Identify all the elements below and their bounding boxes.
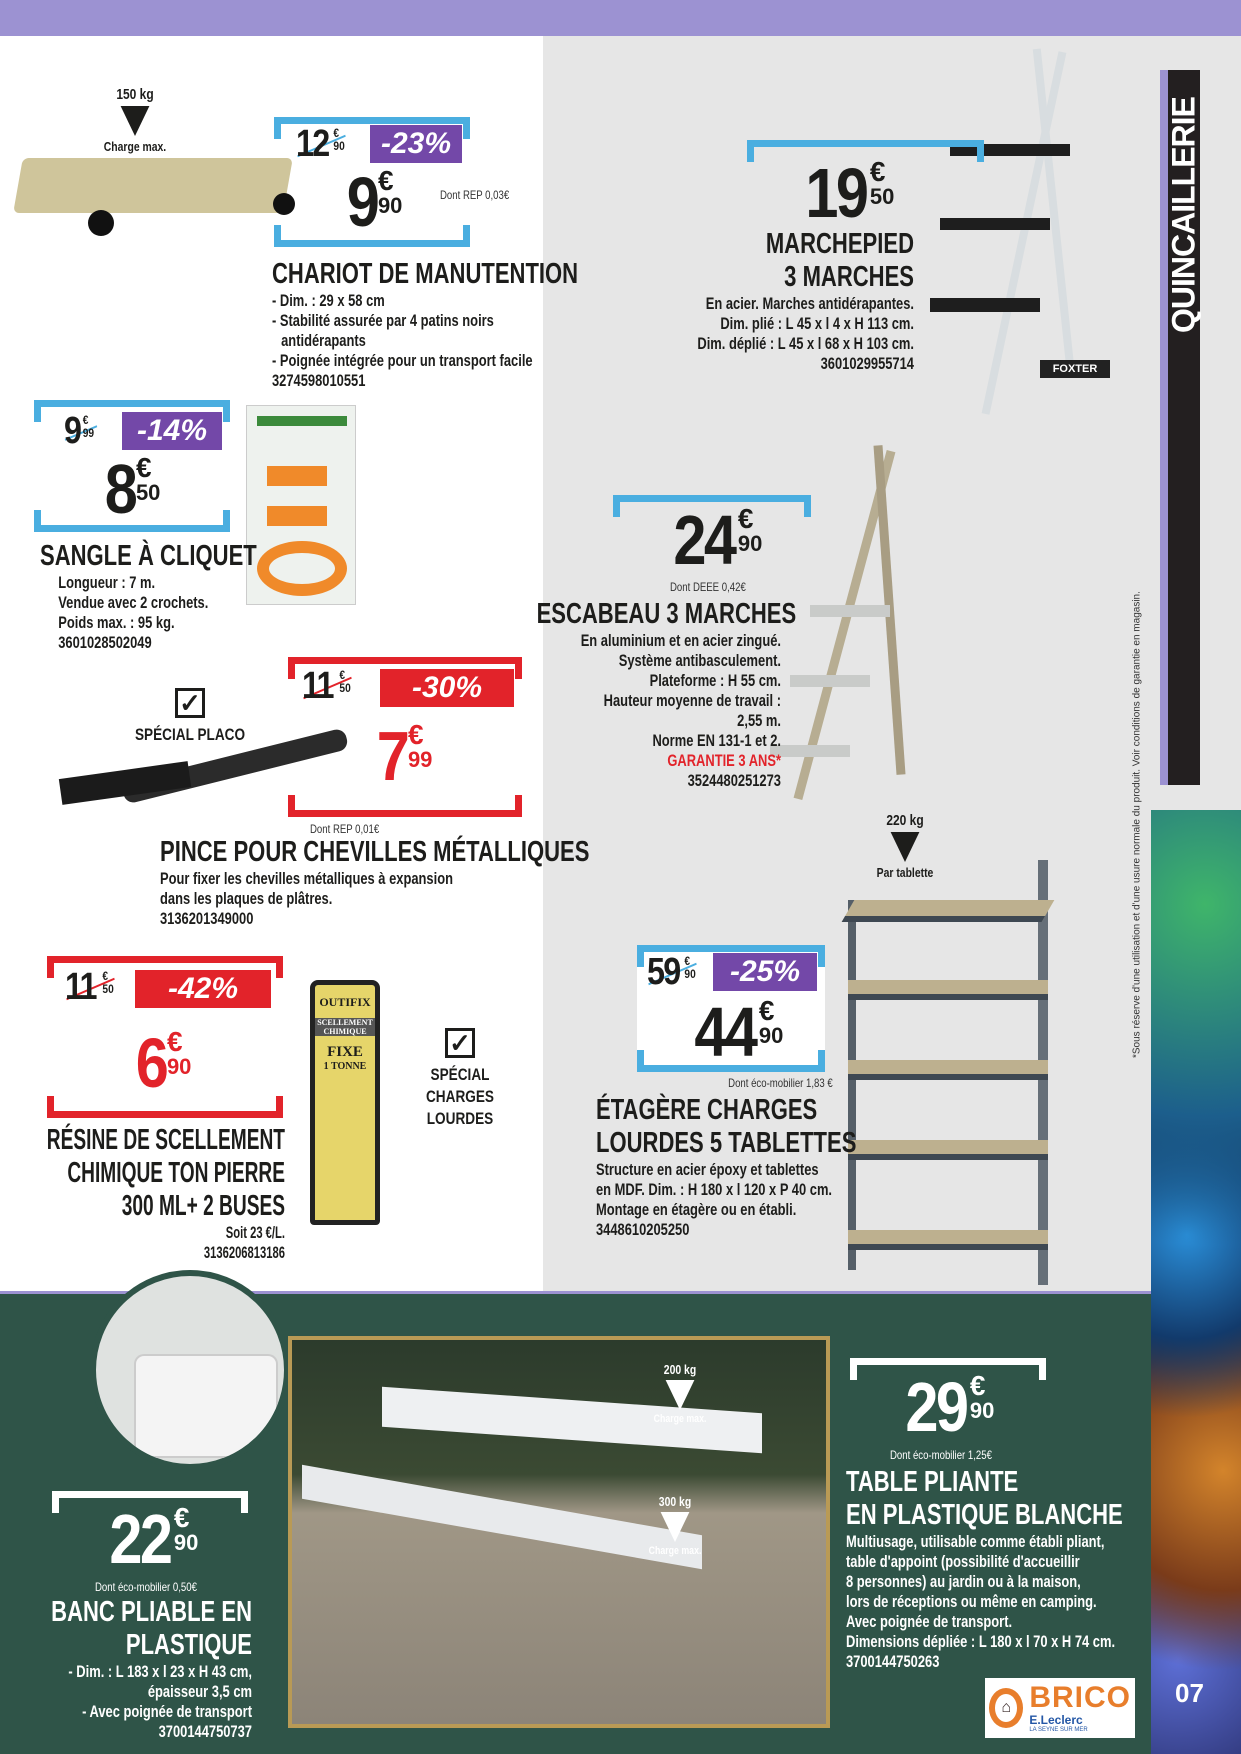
- product-title: 3 MARCHES: [784, 261, 914, 293]
- desc-line: Hauteur moyenne de travail :: [603, 691, 781, 710]
- discount-badge: -25%: [713, 953, 817, 991]
- page-number: 07: [1175, 1678, 1204, 1708]
- chariot-image: [18, 148, 288, 238]
- chariot-price-box: [274, 117, 470, 247]
- brico-leclerc-logo: [985, 1678, 1135, 1738]
- discount-badge: -42%: [135, 970, 271, 1008]
- resine-text: [8, 1124, 285, 1263]
- product-title: PLASTIQUE: [125, 1629, 252, 1661]
- desc-line: Poids max. : 95 kg.: [58, 613, 175, 632]
- pack-text: CHIMIQUE: [315, 1027, 375, 1036]
- old-price: 59 € 90: [647, 951, 696, 993]
- ean: 3601028502049: [58, 633, 152, 652]
- down-triangle-icon: [891, 832, 920, 862]
- escabeau-eco: Dont DEEE 0,42€: [670, 580, 746, 594]
- etagere-text: [596, 1094, 900, 1240]
- desc-line: Dim. plié : L 45 x l 4 x H 113 cm.: [720, 314, 914, 333]
- ean: 3700144750263: [846, 1652, 940, 1671]
- ean: 3136206813186: [203, 1243, 285, 1262]
- marchepied-text: [595, 228, 914, 374]
- ean: 3448610205250: [596, 1220, 690, 1239]
- banc-load: [639, 1494, 711, 1557]
- desc-line: Dim. déplié : L 45 x l 68 x H 103 cm.: [697, 334, 914, 353]
- old-price-cents: 90: [333, 139, 345, 153]
- pack-text: 1 TONNE: [323, 1061, 367, 1072]
- old-price: 9 € 99: [64, 410, 80, 453]
- load-label: Par tablette: [876, 865, 934, 880]
- pack-text: OUTIFIX: [319, 995, 371, 1009]
- desc-line: dans les plaques de plâtres.: [160, 889, 333, 908]
- table-load: [644, 1362, 716, 1425]
- desc-line: Système antibasculement.: [618, 651, 781, 670]
- desc-line: Montage en étagère ou en établi.: [596, 1200, 797, 1219]
- old-price: 12 € 90: [296, 123, 345, 165]
- table-text: [846, 1466, 1180, 1672]
- pince-eco: Dont REP 0,01€: [310, 822, 380, 836]
- desc-line: Norme EN 131-1 et 2.: [652, 731, 781, 750]
- desc-line: Longueur : 7 m.: [58, 573, 156, 592]
- desc-line: table d'appoint (possibilité d'accueillir: [846, 1552, 1080, 1571]
- desc-line: En acier. Marches antidérapantes.: [705, 294, 914, 313]
- old-price-cents: 50: [339, 681, 351, 695]
- sale-price: 6 € 90: [135, 1024, 192, 1102]
- desc-line: Soit 23 €/L.: [225, 1223, 285, 1242]
- old-price: 11 € 50: [65, 966, 114, 1008]
- pack-text: FIXE: [327, 1044, 363, 1060]
- product-title: RÉSINE DE SCELLEMENT: [46, 1124, 286, 1156]
- product-title: EN PLASTIQUE BLANCHE: [846, 1499, 1123, 1531]
- chariot-load: [99, 86, 171, 154]
- desc-line: Dimensions dépliée : L 180 x l 70 x H 74 cm.: [846, 1632, 1116, 1651]
- desc-line: Multiusage, utilisable comme établi pliant,: [846, 1532, 1105, 1551]
- old-price-int: 11: [65, 966, 96, 1008]
- discount-badge: -30%: [380, 669, 514, 707]
- old-price: 11 € 50: [302, 665, 351, 707]
- pince-price-box: [288, 657, 522, 817]
- load-label: Charge max.: [648, 1545, 702, 1557]
- desc-line: antidérapants: [281, 331, 366, 350]
- old-price-int: 9: [64, 410, 81, 452]
- load-value: 300 kg: [658, 1494, 692, 1509]
- desc-line: lors de réceptions ou même en camping.: [846, 1592, 1097, 1611]
- desc-line: Pour fixer les chevilles métalliques à expansion: [160, 869, 453, 888]
- marchepied-image: [900, 48, 1120, 418]
- product-title: BANC PLIABLE EN: [51, 1596, 252, 1628]
- product-title: SANGLE À CLIQUET: [40, 540, 257, 572]
- checkbox-icon: ✓: [445, 1028, 475, 1058]
- desc-line: - Dim. : 29 x 58 cm: [272, 291, 385, 310]
- product-title: MARCHEPIED: [765, 228, 914, 260]
- sale-price: 7 € 99: [376, 717, 433, 795]
- house-icon: ⌂: [989, 1688, 1023, 1728]
- chariot-eco: Dont REP 0,03€: [440, 188, 510, 202]
- product-title: ESCABEAU 3 MARCHES: [536, 598, 797, 630]
- desc-line: 8 personnes) au jardin ou à la maison,: [846, 1572, 1081, 1591]
- desc-line: épaisseur 3,5 cm: [147, 1682, 252, 1701]
- escabeau-text: [477, 598, 797, 791]
- product-title: CHARIOT DE MANUTENTION: [272, 258, 579, 290]
- load-label: Charge max.: [103, 139, 167, 154]
- table-eco: Dont éco-mobilier 1,25€: [890, 1448, 992, 1462]
- load-label: Charge max.: [653, 1413, 707, 1425]
- down-triangle-icon: [661, 1512, 690, 1542]
- table-bench-photo: [288, 1336, 830, 1728]
- logo-city: LA SEYNE SUR MER: [1029, 1727, 1088, 1733]
- checkbox-icon: ✓: [175, 688, 205, 718]
- old-price-int: 59: [647, 951, 680, 993]
- desc-line: - Dim. : L 183 x l 23 x H 43 cm,: [68, 1662, 252, 1681]
- load-value: 150 kg: [116, 86, 154, 103]
- foxter-logo: FOXTER: [1040, 360, 1110, 378]
- desc-line: Structure en acier époxy et tablettes: [596, 1160, 819, 1179]
- badge-label: CHARGES LOURDES: [425, 1087, 494, 1128]
- badge-label: SPÉCIAL: [430, 1065, 490, 1084]
- resine-cartridge-image: [310, 980, 380, 1225]
- ean: 3136201349000: [160, 909, 254, 928]
- etagere-eco: Dont éco-mobilier 1,83 €: [728, 1076, 833, 1090]
- sangle-text: [40, 540, 314, 653]
- product-title: 300 ML+ 2 BUSES: [121, 1190, 285, 1222]
- logo-sub: E.Leclerc: [1029, 1713, 1083, 1727]
- pince-text: [160, 836, 616, 929]
- banc-folded-photo: [90, 1270, 290, 1470]
- old-price-cents: 99: [82, 426, 95, 440]
- table-price: 29 € 90: [905, 1368, 995, 1446]
- badge-label: SPÉCIAL PLACO: [134, 725, 246, 744]
- old-price-cents: 90: [684, 967, 696, 981]
- down-triangle-icon: [121, 106, 150, 136]
- desc-line: En aluminium et en acier zingué.: [580, 631, 781, 650]
- sale-price: 44 € 90: [694, 993, 784, 1071]
- ean: 3524480251273: [687, 771, 781, 790]
- banc-eco: Dont éco-mobilier 0,50€: [95, 1580, 197, 1594]
- desc-line: - Poignée intégrée pour un transport facile: [272, 351, 533, 370]
- chariot-text: [272, 258, 591, 391]
- logo-brand: BRICO: [1029, 1681, 1131, 1714]
- desc-line: - Stabilité assurée par 4 patins noirs: [272, 311, 494, 330]
- desc-line: Vendue avec 2 crochets.: [58, 593, 209, 612]
- section-title: QUINCAILLERIE: [1165, 97, 1202, 333]
- top-band: [0, 0, 1241, 36]
- sale-price: 8 € 50: [104, 450, 161, 528]
- desc-line: en MDF. Dim. : H 180 x l 120 x P 40 cm.: [596, 1180, 833, 1199]
- product-title: LOURDES 5 TABLETTES: [596, 1127, 857, 1159]
- old-price-int: 11: [302, 665, 333, 707]
- desc-line: 2,55 m.: [737, 711, 781, 730]
- disclaimer: *Sous réserve d'une utilisation et d'une usure normale du produit. Voir conditions de garantie en magasin.: [1131, 591, 1143, 1059]
- product-title: ÉTAGÈRE CHARGES: [596, 1094, 818, 1126]
- product-title: PINCE POUR CHEVILLES MÉTALLIQUES: [160, 836, 590, 868]
- sale-price: 9 € 90: [346, 163, 403, 241]
- sangle-price-box: [34, 400, 230, 532]
- discount-badge: -14%: [122, 412, 222, 450]
- ean: 3700144750737: [158, 1722, 252, 1741]
- etagere-price-box: [637, 945, 825, 1072]
- old-price-int: 12: [296, 123, 329, 165]
- down-triangle-icon: [666, 1380, 695, 1410]
- ean: 3601029955714: [820, 354, 914, 373]
- desc-line: Avec poignée de transport.: [846, 1612, 1013, 1631]
- desc-line: Plateforme : H 55 cm.: [649, 671, 781, 690]
- product-title: TABLE PLIANTE: [846, 1466, 1019, 1498]
- escabeau-price: 24 € 90: [673, 501, 763, 579]
- banc-price: 22 € 90: [109, 1500, 199, 1578]
- old-price-cents: 50: [102, 982, 114, 996]
- banc-text: [0, 1596, 252, 1742]
- marchepied-price: 19 € 50: [805, 154, 895, 232]
- load-value: 200 kg: [663, 1362, 697, 1377]
- bracket: [288, 795, 522, 817]
- resine-price-box: [47, 956, 283, 1118]
- desc-line: - Avec poignée de transport: [82, 1702, 252, 1721]
- product-title: CHIMIQUE TON PIERRE: [67, 1157, 285, 1189]
- pack-text: SCELLEMENT: [315, 1018, 375, 1027]
- discount-badge: -23%: [370, 125, 462, 163]
- special-charges-badge: [380, 1028, 540, 1130]
- guarantee: GARANTIE 3 ANS*: [667, 751, 781, 770]
- load-value: 220 kg: [886, 812, 924, 829]
- ean: 3274598010551: [272, 371, 366, 390]
